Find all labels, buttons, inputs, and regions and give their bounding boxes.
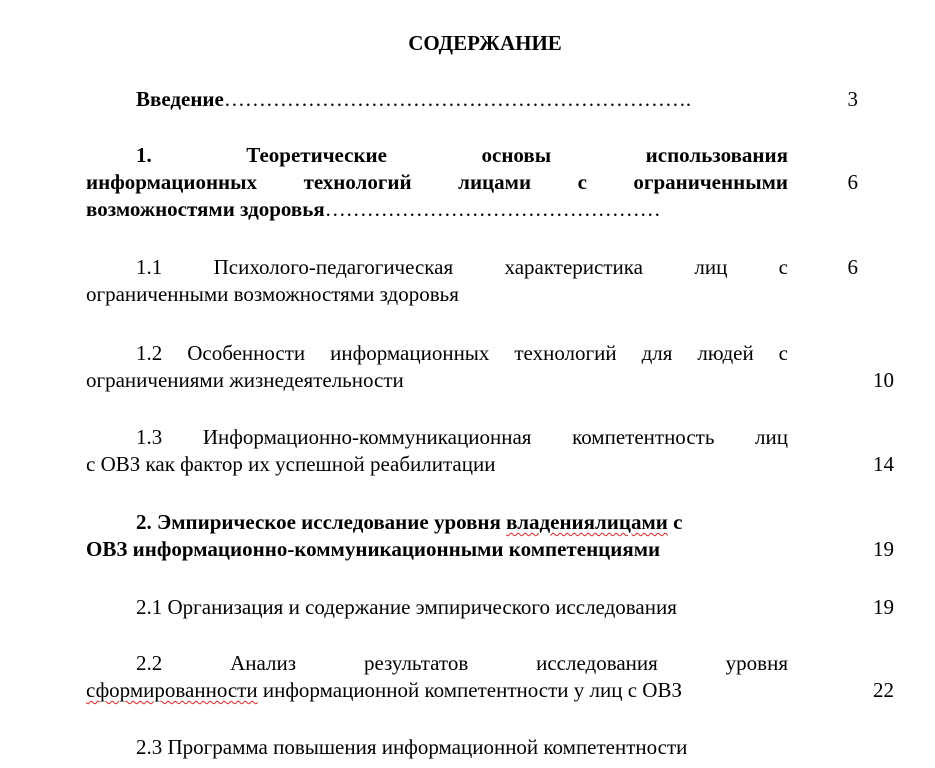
toc-entry-section-2-3: 2.3 Программа повышения информационной компетентности xyxy=(136,735,688,759)
toc-leader-dots: ………………………………………… xyxy=(324,197,661,221)
toc-page-number: 10 xyxy=(873,368,894,392)
toc-page-number: 22 xyxy=(873,678,894,702)
toc-page-number: 6 xyxy=(847,255,858,279)
toc-entry-introduction xyxy=(86,86,788,113)
toc-page-number: 19 xyxy=(873,595,894,619)
toc-leader-dots: …………………………………………………………. xyxy=(223,87,692,111)
toc-page-number: 14 xyxy=(873,452,894,476)
toc-page-number: 3 xyxy=(847,87,858,111)
toc-entry-section-1-1: 1.1 Психолого-педагогическая характеристика лиц с ограниченными возможностями здоровья xyxy=(86,255,788,306)
spellcheck-underline: владениялицами xyxy=(506,510,668,534)
toc-entry-section-1-3: 1.3 Информационно-коммуникационная компетентность лиц с ОВЗ как фактор их успешной реабилитации xyxy=(86,425,788,476)
toc-entry-section-2-2: 2.2 Анализ результатов исследования уровня сформированности информационной компетентности у лиц с ОВЗ xyxy=(86,651,788,702)
spellcheck-underline: сформированности xyxy=(86,678,258,702)
toc-entry-section-1-2: 1.2 Особенности информационных технологий для людей с ограничениями жизнедеятельности xyxy=(86,341,788,392)
toc-entry-title: Введение xyxy=(136,87,224,111)
toc-entry-section-2-1: 2.1 Организация и содержание эмпирического исследования xyxy=(136,595,677,619)
toc-entry-chapter-1: 1. Теоретические основы использования информационных технологий лицами с ограниченными возможностями здоровья………………………………………… xyxy=(86,143,788,221)
toc-entry-chapter-2: 2. Эмпирическое исследование уровня владениялицами с ОВЗ информационно-коммуникационными компетенциями xyxy=(86,510,683,561)
toc-page-number: 19 xyxy=(873,537,894,561)
toc-title: СОДЕРЖАНИЕ xyxy=(408,31,562,55)
toc-page-number: 6 xyxy=(847,170,858,194)
